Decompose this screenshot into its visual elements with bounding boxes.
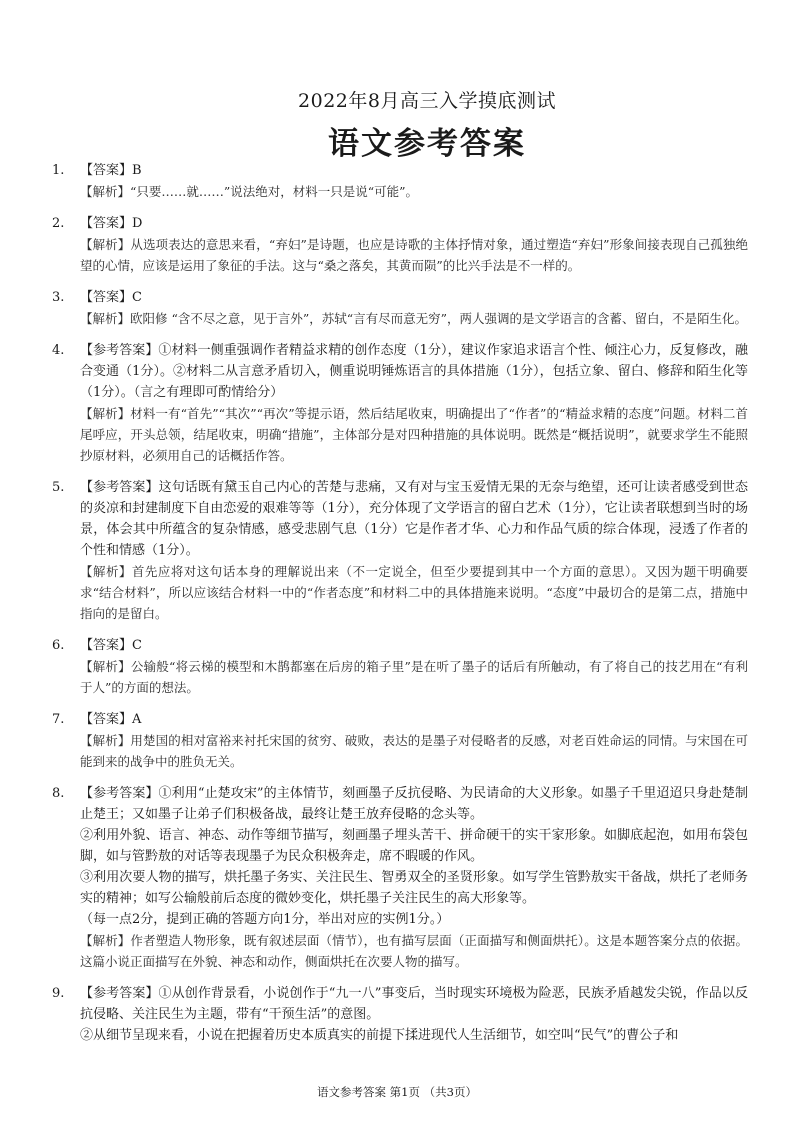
answer-text: 【答案】A <box>80 712 142 727</box>
question-3 <box>52 287 748 329</box>
analysis-text: 【解析】公输般“将云梯的模型和木鹊都塞在后房的箱子里”是在听了墨子的话后有所触动，有了将自己的技艺用在“有利于人”的方面的想法。 <box>80 659 748 695</box>
answer-text: 【答案】C <box>80 290 142 305</box>
question-number: 7. <box>52 712 65 727</box>
analysis-text: 【解析】作者塑造人物形象，既有叙述层面（情节），也有描写层面（正面描写和侧面烘托）。这是本题答案分点的依据。这篇小说正面描写在外貌、神态和动作，侧面烘托在次要人物的描写。 <box>80 933 748 969</box>
scoring-note: （每一点2分，提到正确的答题方向1分，举出对应的实例1分。） <box>80 912 450 927</box>
question-7 <box>52 709 748 772</box>
question-number: 1. <box>52 163 65 178</box>
question-2 <box>52 213 748 276</box>
question-1 <box>52 160 748 202</box>
answer-text: ②利用外貌、语言、神态、动作等细节描写，刻画墨子埋头苦干、拼命硬干的实干家形象。如脚底起泡，如用布袋包脚，如与管黔敖的对话等表现墨子为民众积极奔走，席不暇暖的作风。 <box>80 828 748 864</box>
answer-text: 【参考答案】①从创作背景看，小说创作于“九一八”事变后，当时现实环境极为险恶，民族矛盾越发尖锐，作品以反抗侵略、关注民生为主题，带有“干预生活”的意图。 <box>80 986 748 1022</box>
question-6 <box>52 635 748 698</box>
analysis-text: 【解析】用楚国的相对富裕来衬托宋国的贫穷、破败，表达的是墨子对侵略者的反感，对老百姓命运的同情。与宋国在可能到来的战争中的胜负无关。 <box>80 733 748 769</box>
question-number: 5. <box>52 480 65 495</box>
question-number: 4. <box>52 343 65 358</box>
question-number: 9. <box>52 986 65 1001</box>
question-4 <box>52 340 748 466</box>
question-number: 8. <box>52 786 65 801</box>
answer-list <box>52 160 748 1057</box>
question-5 <box>52 477 748 624</box>
question-number: 6. <box>52 638 65 653</box>
answer-text: 【参考答案】①材料一侧重强调作者精益求精的创作态度（1分），建议作家追求语言个性、倾注心力，反复修改，融合变通（1分）。②材料二从言意矛盾切入，侧重说明锤炼语言的具体措施（1分），包括立象、留白、修辞和陌生化等（1分）。（言之有理即可酌情给分） <box>80 343 748 400</box>
analysis-text: 【解析】从选项表达的意思来看，“弃妇”是诗题，也应是诗歌的主体抒情对象，通过塑造“弃妇”形象间接表现自己孤独绝望的心情，应该是运用了象征的手法。这与“桑之落矣，其黄而陨”的比兴手法是不一样的。 <box>80 237 748 273</box>
answer-text: 【答案】D <box>80 216 143 231</box>
page-title: 语文参考答案 <box>328 126 526 162</box>
analysis-text: 【解析】首先应将对这句话本身的理解说出来（不一定说全，但至少要提到其中一个方面的意思）。又因为题干明确要求“结合材料”，所以应该结合材料一中的“作者态度”和材料二中的具体措施来说明。“态度”中最切合的是第二点，措施中指向的是留白。 <box>80 564 748 621</box>
answer-text: ③利用次要人物的描写，烘托墨子务实、关注民生、智勇双全的圣贤形象。如写学生管黔敖实干备战，烘托了老师务实的精神；如写公输般前后态度的微妙变化，烘托墨子关注民生的高大形象等。 <box>80 870 748 906</box>
question-8 <box>52 783 748 972</box>
answer-text: 【答案】C <box>80 638 142 653</box>
page-footer: 语文参考答案 第1页 （共3页） <box>317 1085 477 1099</box>
answer-text: 【参考答案】①利用“止楚攻宋”的主体情节，刻画墨子反抗侵略、为民请命的大义形象。如墨子千里迢迢只身赴楚制止楚王；又如墨子让弟子们积极备战，最终让楚王放弃侵略的念头等。 <box>80 786 748 822</box>
question-number: 2. <box>52 216 65 231</box>
analysis-text: 【解析】材料一有“首先”“其次”“再次”等提示语，然后结尾收束，明确提出了“作者”的“精益求精的态度”问题。材料二首尾呼应，开头总领，结尾收束，明确“措施”，主体部分是对四种措施的具体说明。既然是“概括说明”，就要求学生不能照抄原材料，必须用自己的话概括作答。 <box>80 406 748 463</box>
answer-text: ②从细节呈现来看，小说在把握着历史本质真实的前提下揉进现代人生活细节，如空叫“民气”的曹公子和 <box>80 1028 679 1043</box>
exam-title: 2022年8月高三入学摸底测试 <box>298 90 556 112</box>
answer-text: 【答案】B <box>80 163 142 178</box>
analysis-text: 【解析】“只要……就……”说法绝对，材料一只是说“可能”。 <box>80 184 419 199</box>
question-9 <box>52 983 748 1046</box>
question-number: 3. <box>52 290 65 305</box>
analysis-text: 【解析】欧阳修 “含不尽之意，见于言外”，苏轼“言有尽而意无穷”，两人强调的是文学语言的含蓄、留白，不是陌生化。 <box>80 311 748 326</box>
answer-text: 【参考答案】这句话既有黛玉自己内心的苦楚与悲痛，又有对与宝玉爱情无果的无奈与绝望，还可让读者感受到世态的炎凉和封建制度下自由恋爱的艰难等等（1分），充分体现了文学语言的留白艺术（1分），它让读者联想到当时的场景，体会其中所蕴含的复杂情感，感受悲剧气息（1分）它是作者才华、心力和作品气质的综合体现，浸透了作者的个性和情感（1分）。 <box>80 480 748 558</box>
